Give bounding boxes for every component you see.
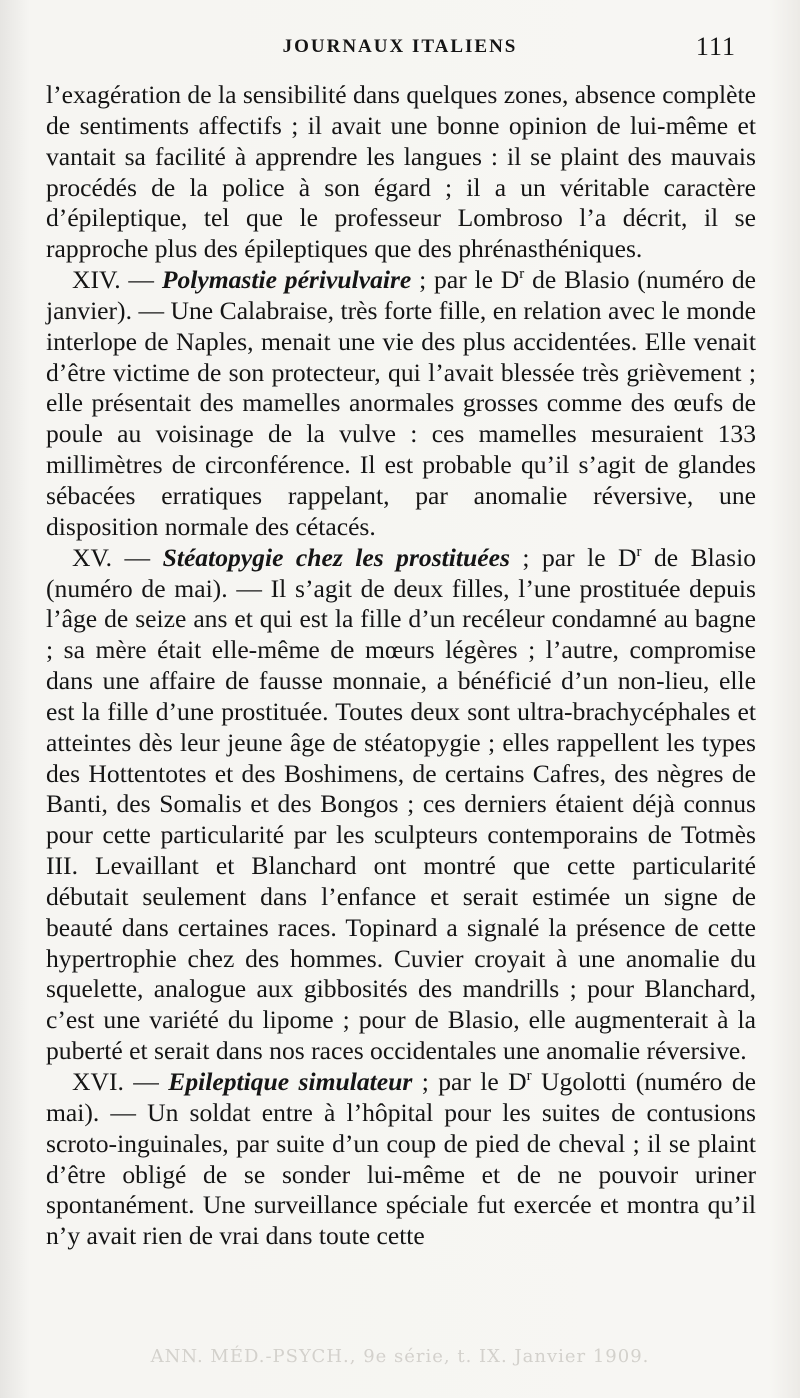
section-title: Epileptique simulateur — [168, 1067, 413, 1096]
page-header — [0, 32, 800, 66]
author-prefix: ; par le D — [412, 1067, 527, 1096]
page-number: 111 — [695, 32, 736, 61]
paragraph-continuation — [46, 80, 756, 265]
paragraph-text: l’exagération de la sensibilité dans quelques zones, absence complète de sentiments affectifs ; il avait une bonne opinion de lui-même et vantait sa facilité à apprendre les langues : il se plaint des mauvais procédés de la police à son égard ; il a un véritable caractère d’épileptique, tel que le professeur Lombroso l’a décrit, il se rapproche plus des épileptiques que des phrénasthéniques. — [46, 80, 756, 264]
paragraph-text: de Blasio (numéro de mai). — Il s’agit de deux filles, l’une prostituée depuis l’âge de seize ans et qui est la fille d’un recéleur condamné au bagne ; sa mère était elle-même de mœurs légères ; l’autre, compromise dans une affaire de fausse monnaie, a bénéficié d’un non-lieu, elle est la fille d’une prostituée. Toutes deux sont ultra-brachycéphales et atteintes dès leur jeune âge de stéatopygie ; elles rappellent les types des Hottentotes et des Boshimens, de certains Cafres, des nègres de Banti, des Somalis et des Bongos ; ces derniers étaient déjà connus pour cette particularité par les sculpteurs contemporains de Totmès III. Levaillant et Blanchard ont montré que cette particularité débutait seulement dans l’enfance et serait estimée un signe de beauté dans certaines races. Topinard a signalé la présence de cette hypertrophie chez des hommes. Cuvier croyait à une anomalie du squelette, analogue aux gibbosités des mandrills ; pour Blanchard, c’est une variété du lipome ; pour de Blasio, elle augmenterait à la puberté et serait dans nos races occidentales une anomalie réversive. — [46, 542, 757, 1066]
paragraph-text: Ugolotti (numéro de mai). — Un soldat entre à l’hôpital pour les suites de contusions scroto-inguinales, par suite d’un coup de pied de cheval ; il se plaint d’être obligé de se sonder lui-même et de ne pouvoir uriner spontanément. Une surveillance spéciale fut exercée et montra qu’il n’y avait rien de vrai dans toute cette — [46, 1067, 756, 1251]
section-number: XVI. — — [72, 1067, 159, 1096]
paragraph-text: de Blasio (numéro de janvier). — Une Calabraise, très forte fille, en relation avec le monde interlope de Naples, menait une vie des plus accidentées. Elle venait d’être victime de son protecteur, qui l’avait blessée très grièvement ; elle présentait des mamelles anormales grosses comme des œufs de poule au voisinage de la vulve : ces mamelles mesuraient 133 millimètres de circonférence. Il est probable qu’il s’agit de glandes sébacées erratiques rappelant, par anomalie réversive, une disposition normale des cétacés. — [46, 265, 756, 541]
author-prefix: ; par le D — [509, 542, 637, 572]
paragraph-xvi — [46, 1067, 756, 1252]
section-title: Polymastie périvulvaire — [161, 265, 412, 295]
paragraph-xiv — [46, 265, 756, 543]
superscript: r — [526, 1068, 532, 1084]
section-title: Stéatopygie chez les prostituées — [162, 542, 510, 572]
section-number: XV. — — [72, 542, 151, 572]
superscript: r — [519, 266, 525, 283]
section-number: XIV. — — [72, 265, 154, 295]
superscript: r — [636, 543, 642, 560]
author-prefix: ; par le D — [411, 265, 520, 295]
paragraph-xv — [46, 543, 756, 1067]
running-title: JOURNAUX ITALIENS — [282, 36, 518, 57]
footer-bleed-through: ANN. MÉD.-PSYCH., 9e série, t. IX. Janvier 1909. — [150, 1346, 650, 1367]
body-text — [46, 80, 756, 1252]
